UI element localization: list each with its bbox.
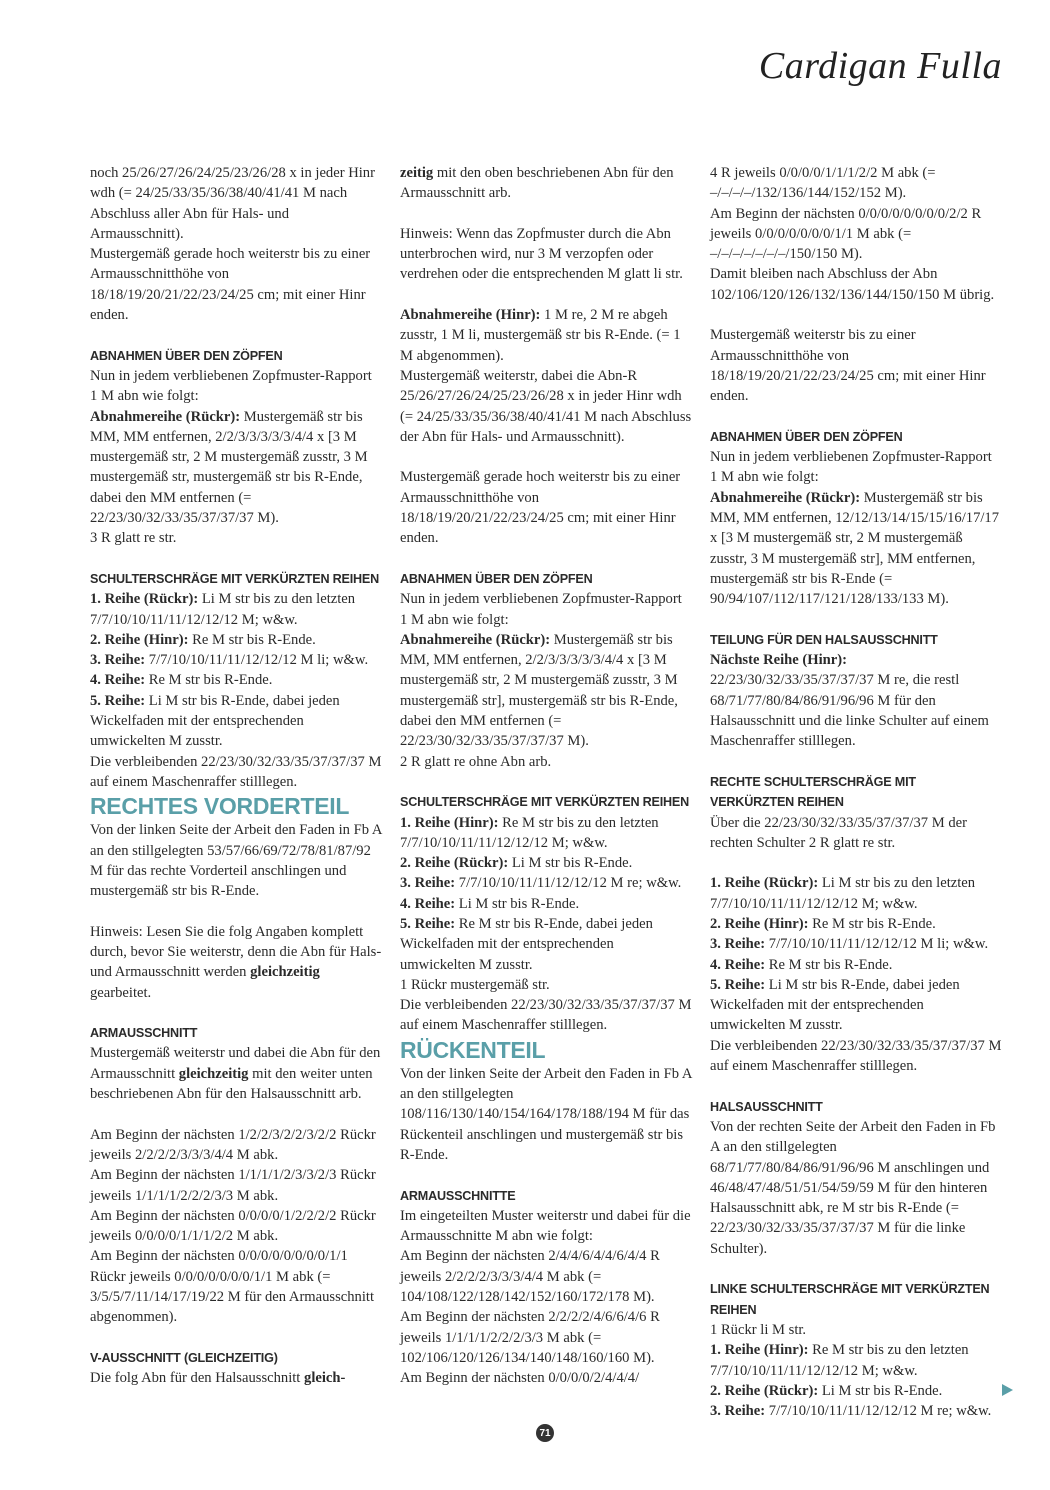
row-instruction: 5. Reihe: Re M str bis R-Ende, dabei jeden Wickelfaden mit der entsprechenden umwickelten M zusstr. bbox=[400, 915, 653, 973]
paragraph: Im eingeteilten Muster weiterstr und dabei für die Armausschnitte M abn wie folgt: bbox=[400, 1207, 691, 1245]
subheading: SCHULTERSCHRÄGE MIT VERKÜRZTEN REIHEN bbox=[90, 571, 380, 586]
row-instruction: 1. Reihe (Rückr): Li M str bis zu den letzten 7/7/10/10/11/11/12/12/12 M; w&w. bbox=[710, 875, 976, 912]
paragraph: Hinweis: Wenn das Zopfmuster durch die Abn unterbrochen wird, nur 3 M verzopfen oder verdrehen oder die entsprechenden M glatt li str. bbox=[400, 225, 683, 283]
paragraph: Abnahmereihe (Rückr): Mustergemäß str bis MM, MM entfernen, 12/12/13/14/15/15/16/17/17 x [3 M mustergemäß str, 2 M mustergemäß zusstr, 3 M mustergemäß str], MM entfernen, mustergemäß str bis R-Ende (= 90/94/107/112/117/121/128/133/133 M). bbox=[710, 489, 1000, 608]
subheading: ARMAUSSCHNITT bbox=[90, 1026, 198, 1041]
row-instruction: 2. Reihe (Rückr): Li M str bis R-Ende. bbox=[710, 1382, 943, 1399]
paragraph: Am Beginn der nächsten 0/0/0/0/0/0/0/0/1/1 Rückr jeweils 0/0/0/0/0/0/0/1/1 M abk (= 3/5/5/7/11/14/17/19/22 M für den Armausschnitt abgenommen). bbox=[90, 1248, 375, 1326]
paragraph: Von der linken Seite der Arbeit den Faden in Fb A an den stillgelegten 108/116/130/140/154/164/178/188/194 M für das Rückenteil anschlingen und mustergemäß str bis R-Ende. bbox=[400, 1065, 692, 1163]
page-title: Cardigan Fulla bbox=[758, 45, 1002, 87]
subheading: V-AUSSCHNITT (GLEICHZEITIG) bbox=[90, 1350, 278, 1365]
section-heading: RÜCKENTEIL bbox=[400, 1036, 546, 1063]
row-instruction: 2. Reihe (Hinr): Re M str bis R-Ende. bbox=[90, 631, 316, 648]
paragraph: Nun in jedem verbliebenen Zopfmuster-Rapport 1 M abn wie folgt: bbox=[90, 367, 372, 405]
row-instruction: 4. Reihe: Re M str bis R-Ende. bbox=[710, 956, 893, 973]
subheading: ARMAUSSCHNITTE bbox=[400, 1188, 516, 1203]
paragraph: noch 25/26/27/26/24/25/23/26/28 x in jeder Hinr wdh (= 24/25/33/35/36/38/40/41/41 M nach Abschluss aller Abn für Hals- und Armausschnitt). bbox=[90, 165, 375, 242]
row-instruction: 1. Reihe (Hinr): Re M str bis zu den letzten 7/7/10/10/11/11/12/12/12 M; w&w. bbox=[400, 814, 659, 851]
paragraph: Am Beginn der nächsten 0/0/0/0/0/0/0/0/2/2 R jeweils 0/0/0/0/0/0/0/1/1 M abk (= –/–/–/–/–/–/–/150/150 M). bbox=[710, 205, 982, 263]
subheading: HALSAUSSCHNITT bbox=[710, 1099, 823, 1114]
subheading: ABNAHMEN ÜBER DEN ZÖPFEN bbox=[400, 571, 593, 586]
row-instruction: 3. Reihe: 7/7/10/10/11/11/12/12/12 M re; w&w. bbox=[400, 875, 682, 892]
row-instruction: 3. Reihe: 7/7/10/10/11/11/12/12/12 M li; w&w. bbox=[90, 652, 369, 669]
paragraph: Mustergemäß weiterstr bis zu einer Armausschnitthöhe von 18/18/19/20/21/22/23/24/25 cm; mit einer Hinr enden. bbox=[710, 327, 986, 405]
row-instruction: 2. Reihe (Rückr): Li M str bis R-Ende. bbox=[400, 855, 633, 872]
paragraph: Mustergemäß gerade hoch weiterstr bis zu einer Armausschnitthöhe von 18/18/19/20/21/22/23/24/25 cm; mit einer Hinr enden. bbox=[400, 469, 681, 547]
row-instruction: 3. Reihe: 7/7/10/10/11/11/12/12/12 M re; w&w. bbox=[710, 1403, 992, 1420]
paragraph: Am Beginn der nächsten 1/1/1/1/2/3/3/2/3 Rückr jeweils 1/1/1/1/2/2/2/3/3 M abk. bbox=[90, 1167, 376, 1204]
subheading: ABNAHMEN ÜBER DEN ZÖPFEN bbox=[90, 348, 283, 363]
paragraph: Abnahmereihe (Rückr): Mustergemäß str bis MM, MM entfernen, 2/2/3/3/3/3/3/4/4 x [3 M mustergemäß str, 2 M mustergemäß zusstr, 3 M mustergemäß str, mustergemäß str bis R-Ende, dabei den MM entfernen (= 22/23/30/32/33/35/37/37/37 M). bbox=[90, 408, 368, 527]
paragraph: Mustergemäß weiterstr, dabei die Abn-R 25/26/27/26/24/25/23/26/28 x in jeder Hinr wdh (= 24/25/33/35/36/38/40/41/41 M nach Abschluss der Abn für Hals- und Armausschnitt). bbox=[400, 367, 692, 445]
paragraph: Mustergemäß weiterstr und dabei die Abn für den Armausschnitt gleichzeitig mit den weiter unten beschriebenen Abn für den Halsausschnitt arb. bbox=[90, 1045, 381, 1103]
column-3 bbox=[710, 163, 1002, 1421]
subheading: LINKE SCHULTERSCHRÄGE MIT VERKÜRZTEN REIHEN bbox=[710, 1282, 990, 1317]
paragraph: 4 R jeweils 0/0/0/0/1/1/1/2/2 M abk (= –/–/–/–/132/136/144/152/152 M). bbox=[710, 165, 936, 202]
column-2 bbox=[400, 163, 692, 1389]
paragraph: Nun in jedem verbliebenen Zopfmuster-Rapport 1 M abn wie folgt: bbox=[710, 449, 992, 486]
row-instruction: 3. Reihe: 7/7/10/10/11/11/12/12/12 M li; w&w. bbox=[710, 936, 989, 953]
subheading: TEILUNG FÜR DEN HALSAUSSCHNITT bbox=[710, 632, 938, 647]
paragraph: Abnahmereihe (Hinr): 1 M re, 2 M re abgeh zusstr, 1 M li, mustergemäß str bis R-Ende. (= 1 M abgenommen). bbox=[400, 307, 681, 364]
paragraph: Mustergemäß gerade hoch weiterstr bis zu einer Armausschnitthöhe von 18/18/19/20/21/22/23/24/25 cm; mit einer Hinr enden. bbox=[90, 246, 371, 324]
paragraph: Von der linken Seite der Arbeit den Faden in Fb A an den stillgelegten 53/57/66/69/72/78/81/87/92 M für das rechte Vorderteil anschlingen und mustergemäß str bis R-Ende. bbox=[90, 822, 382, 900]
paragraph: Am Beginn der nächsten 0/0/0/0/1/2/2/2/2 Rückr jeweils 0/0/0/0/1/1/1/2/2 M abk. bbox=[90, 1207, 376, 1245]
paragraph: Hinweis: Lesen Sie die folg Angaben komplett durch, bevor Sie weiterstr, denn die Abn für Hals- und Armausschnitt werden gleichzeitig gearbeitet. bbox=[90, 923, 382, 1001]
paragraph: Die verbleibenden 22/23/30/32/33/35/37/37/37 M auf einem Maschenraffer stilllegen. bbox=[400, 997, 692, 1034]
row-instruction: 4. Reihe: Re M str bis R-Ende. bbox=[90, 672, 273, 689]
row-instruction: 1. Reihe (Rückr): Li M str bis zu den letzten 7/7/10/10/11/11/12/12/12 M; w&w. bbox=[90, 591, 356, 628]
column-1 bbox=[90, 163, 382, 1389]
paragraph: Damit bleiben nach Abschluss der Abn 102/106/120/126/132/136/144/150/150 M übrig. bbox=[710, 266, 995, 303]
section-heading: RECHTES VORDERTEIL bbox=[90, 793, 350, 820]
row-instruction: 1. Reihe (Hinr): Re M str bis zu den letzten 7/7/10/10/11/11/12/12/12 M; w&w. bbox=[710, 1342, 969, 1379]
continue-arrow-icon bbox=[1002, 1384, 1013, 1396]
paragraph: 3 R glatt re str. bbox=[90, 530, 177, 547]
row-instruction: 5. Reihe: Li M str bis R-Ende, dabei jeden Wickelfaden mit der entsprechenden umwickelten M zusstr. bbox=[90, 692, 340, 750]
paragraph: Die verbleibenden 22/23/30/32/33/35/37/37/37 M auf einem Maschenraffer stilllegen. bbox=[710, 1037, 1002, 1075]
paragraph: Am Beginn der nächsten 2/2/2/2/4/6/6/4/6 R jeweils 1/1/1/1/2/2/2/3/3 M abk (= 102/106/120/126/134/140/148/160/160 M). bbox=[400, 1309, 660, 1366]
row-instruction: 4. Reihe: Li M str bis R-Ende. bbox=[400, 895, 580, 912]
paragraph: Von der rechten Seite der Arbeit den Faden in Fb A an den stillgelegten 68/71/77/80/84/86/91/96/96 M anschlingen und 46/48/47/48/51/51/54/59/59 M für den hinteren Halsausschnitt abk, re M str bis R-Ende (= 22/23/30/32/33/35/37/37/37 M für die linke Schulter). bbox=[710, 1118, 996, 1257]
paragraph: Über die 22/23/30/32/33/35/37/37/37 M der rechten Schulter 2 R glatt re str. bbox=[710, 814, 967, 851]
row-instruction: 5. Reihe: Li M str bis R-Ende, dabei jeden Wickelfaden mit der entsprechenden umwickelten M zusstr. bbox=[710, 976, 960, 1034]
subheading: ABNAHMEN ÜBER DEN ZÖPFEN bbox=[710, 429, 903, 444]
paragraph: 2 R glatt re ohne Abn arb. bbox=[400, 753, 552, 770]
subheading: RECHTE SCHULTERSCHRÄGE MIT VERKÜRZTEN REIHEN bbox=[710, 774, 916, 810]
paragraph: Die verbleibenden 22/23/30/32/33/35/37/37/37 M auf einem Maschenraffer stilllegen. bbox=[90, 753, 382, 790]
paragraph: Nächste Reihe (Hinr): 22/23/30/32/33/35/37/37/37 M re, die restl 68/71/77/80/84/86/91/96/96 M für den Halsausschnitt und die linke Schulter auf einem Maschenraffer stilllegen. bbox=[710, 652, 989, 750]
paragraph: Am Beginn der nächsten 0/0/0/0/2/4/4/4/ bbox=[400, 1370, 640, 1387]
row-instruction: 2. Reihe (Hinr): Re M str bis R-Ende. bbox=[710, 915, 936, 932]
subheading: SCHULTERSCHRÄGE MIT VERKÜRZTEN REIHEN bbox=[400, 795, 690, 810]
paragraph: 1 Rückr mustergemäß str. bbox=[400, 976, 550, 993]
paragraph: Die folg Abn für den Halsausschnitt gleich- bbox=[90, 1370, 346, 1387]
paragraph: Nun in jedem verbliebenen Zopfmuster-Rapport 1 M abn wie folgt: bbox=[400, 591, 682, 628]
paragraph: Am Beginn der nächsten 2/4/4/6/4/4/6/4/4 R jeweils 2/2/2/2/3/3/3/4/4 M abk (= 104/108/122/128/142/152/160/172/178 M). bbox=[400, 1248, 660, 1306]
paragraph: 1 Rückr li M str. bbox=[710, 1321, 807, 1338]
page-number: 71 bbox=[536, 1424, 554, 1442]
paragraph: Am Beginn der nächsten 1/2/2/3/2/2/3/2/2 Rückr jeweils 2/2/2/2/3/3/3/4/4 M abk. bbox=[90, 1126, 376, 1163]
paragraph: Abnahmereihe (Rückr): Mustergemäß str bis MM, MM entfernen, 2/2/3/3/3/3/3/4/4 x [3 M mustergemäß str, 2 M mustergemäß zusstr, 3 M mustergemäß str], mustergemäß str bis R-Ende, dabei den MM entfernen (= 22/23/30/32/33/35/37/37/37 M). bbox=[400, 631, 678, 750]
paragraph: zeitig mit den oben beschriebenen Abn für den Armausschnitt arb. bbox=[400, 165, 674, 202]
